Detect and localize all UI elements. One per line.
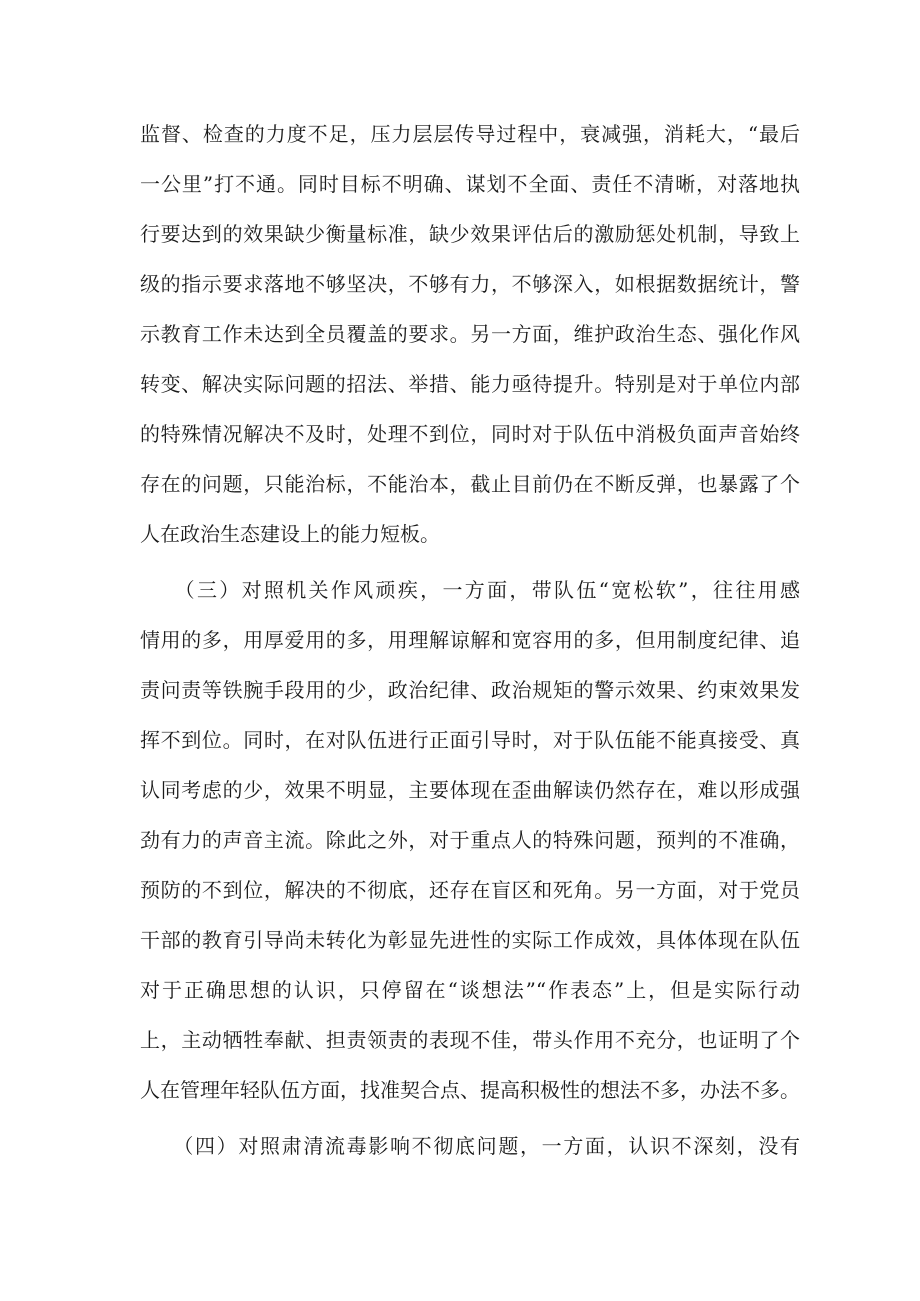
paragraph-line: 人在政治生态建设上的能力短板。: [140, 522, 440, 546]
paragraph-line: 认同考虑的少，效果不明显，主要体现在歪曲解读仍然存在，难以形成强: [140, 778, 800, 802]
paragraph-line: （三）对照机关作风顽疾，一方面，带队伍“宽松软”，往往用感: [140, 578, 800, 602]
paragraph-line: 挥不到位。同时，在对队伍进行正面引导时，对于队伍能不能真接受、真: [140, 728, 800, 752]
paragraph-line: 责问责等铁腕手段用的少，政治纪律、政治规矩的警示效果、约束效果发: [140, 678, 800, 702]
paragraph-line: 示教育工作未达到全员覆盖的要求。另一方面，维护政治生态、强化作风: [140, 322, 800, 346]
paragraph-line: 上，主动牺牲奉献、担责领责的表现不佳，带头作用不充分，也证明了个: [140, 1028, 800, 1052]
paragraph-line: 人在管理年轻队伍方面，找准契合点、提高积极性的想法不多，办法不多。: [140, 1078, 800, 1102]
paragraph-line: 情用的多，用厚爱用的多，用理解谅解和宽容用的多，但用制度纪律、追: [140, 628, 800, 652]
paragraph-line: 预防的不到位，解决的不彻底，还存在盲区和死角。另一方面，对于党员: [140, 878, 800, 902]
paragraph-line: 一公里”打不通。同时目标不明确、谋划不全面、责任不清晰，对落地执: [140, 172, 800, 196]
paragraph-line: 对于正确思想的认识，只停留在“谈想法”“作表态”上，但是实际行动: [140, 978, 800, 1002]
paragraph-line: 劲有力的声音主流。除此之外，对于重点人的特殊问题，预判的不准确，: [140, 828, 800, 852]
paragraph-line: 转变、解决实际问题的招法、举措、能力亟待提升。特别是对于单位内部: [140, 372, 800, 396]
paragraph-line: 级的指示要求落地不够坚决，不够有力，不够深入，如根据数据统计，警: [140, 272, 800, 296]
paragraph-line: （四）对照肃清流毒影响不彻底问题，一方面，认识不深刻，没有: [140, 1134, 800, 1158]
paragraph-line: 干部的教育引导尚未转化为彰显先进性的实际工作成效，具体体现在队伍: [140, 928, 800, 952]
paragraph-line: 行要达到的效果缺少衡量标准，缺少效果评估后的激励惩处机制，导致上: [140, 222, 800, 246]
paragraph-line: 存在的问题，只能治标，不能治本，截止目前仍在不断反弹，也暴露了个: [140, 472, 800, 496]
paragraph-line: 监督、检查的力度不足，压力层层传导过程中，衰减强，消耗大，“最后: [140, 122, 800, 146]
paragraph-line: 的特殊情况解决不及时，处理不到位，同时对于队伍中消极负面声音始终: [140, 422, 800, 446]
